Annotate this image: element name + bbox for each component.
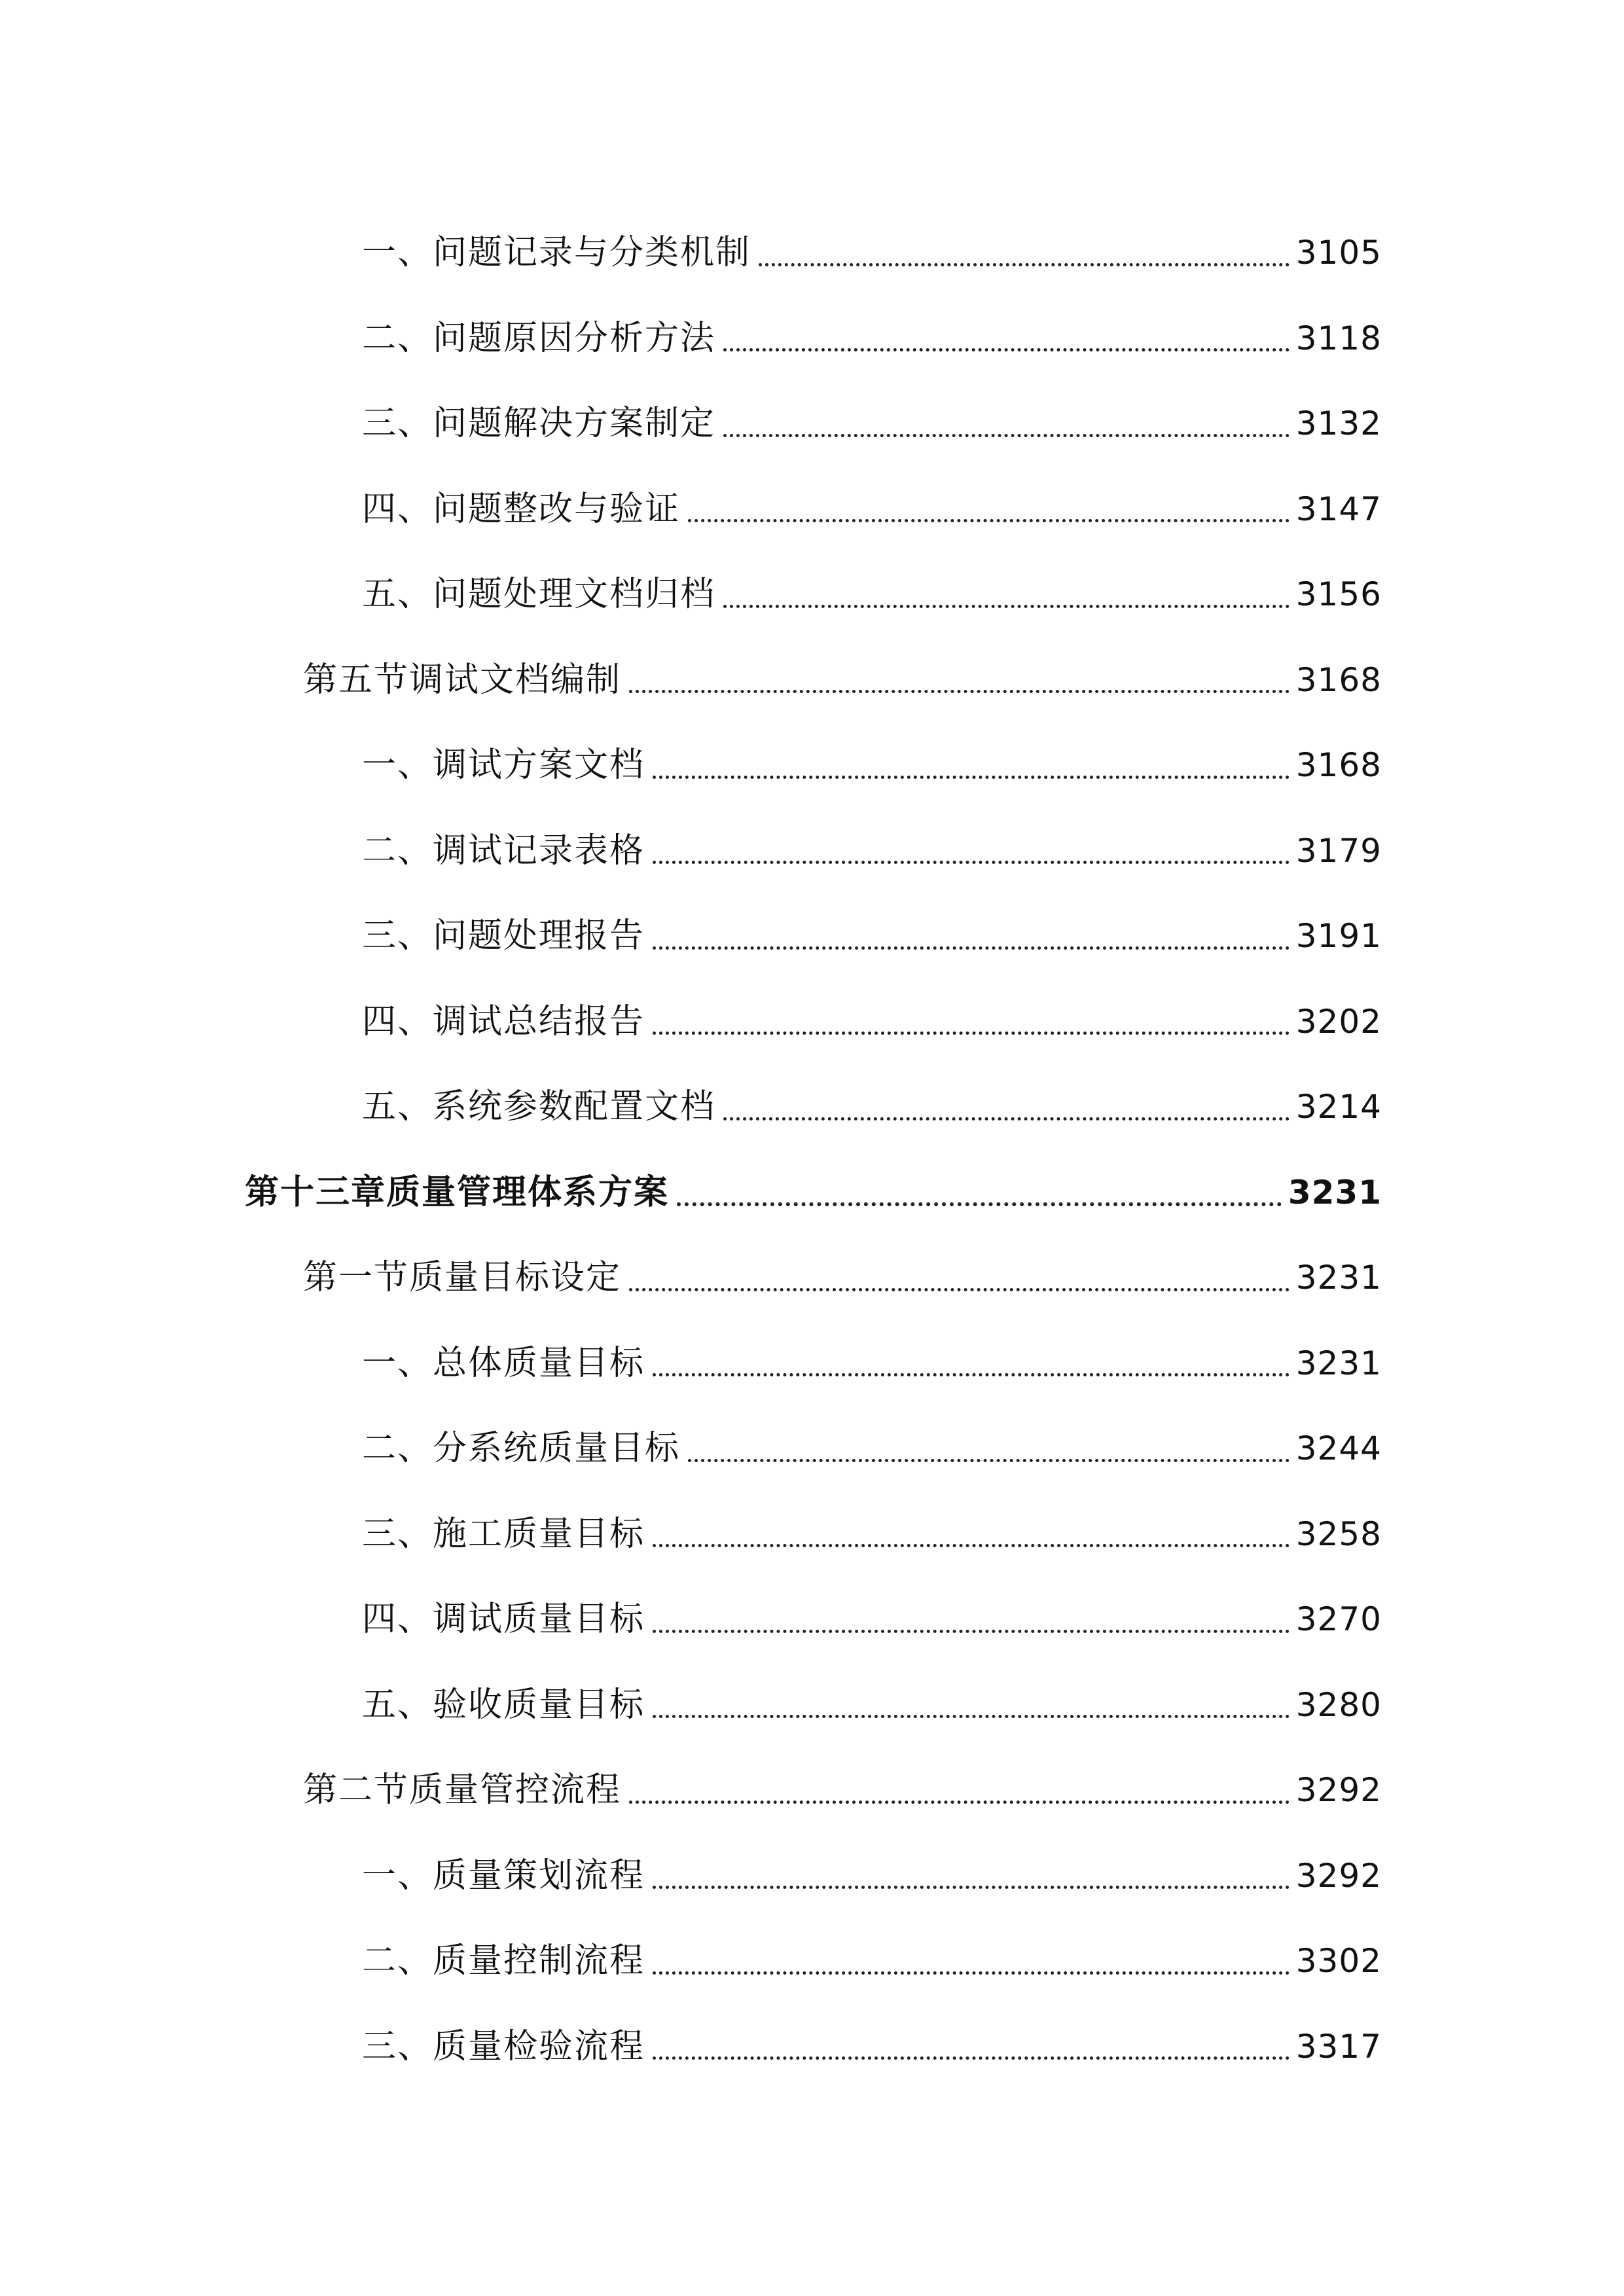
toc-page-number: 3270 bbox=[1295, 1600, 1382, 1639]
toc-dot-leader bbox=[653, 1031, 1290, 1035]
toc-entry-title: 二、问题原因分析方法 bbox=[362, 318, 716, 358]
table-of-contents bbox=[0, 210, 1624, 2089]
toc-dot-leader bbox=[723, 434, 1290, 437]
toc-dot-leader bbox=[653, 946, 1290, 950]
toc-entry-title: 一、总体质量目标 bbox=[362, 1343, 645, 1383]
toc-page-number: 3118 bbox=[1295, 319, 1382, 357]
toc-entry-title: 第二节质量管控流程 bbox=[303, 1770, 622, 1810]
toc-page-number: 3231 bbox=[1295, 1344, 1382, 1382]
toc-page-number: 3202 bbox=[1295, 1002, 1382, 1041]
toc-dot-leader bbox=[723, 605, 1290, 608]
toc-dot-leader bbox=[629, 1288, 1290, 1291]
toc-entry[interactable] bbox=[0, 979, 1624, 1065]
toc-entry[interactable] bbox=[0, 1492, 1624, 1577]
toc-entry[interactable] bbox=[0, 467, 1624, 552]
toc-dot-leader bbox=[723, 348, 1290, 351]
toc-page-number: 3191 bbox=[1295, 917, 1382, 956]
toc-entry-title: 二、调试记录表格 bbox=[362, 831, 645, 870]
toc-entry[interactable] bbox=[0, 893, 1624, 979]
toc-entry[interactable] bbox=[0, 381, 1624, 467]
toc-entry-title: 四、调试质量目标 bbox=[362, 1600, 645, 1640]
toc-dot-leader bbox=[759, 263, 1290, 266]
toc-dot-leader bbox=[677, 1202, 1282, 1206]
toc-page-number: 3244 bbox=[1295, 1429, 1382, 1468]
toc-entry-title: 第一节质量目标设定 bbox=[303, 1258, 622, 1298]
toc-dot-leader bbox=[629, 1801, 1290, 1804]
toc-entry-title: 一、调试方案文档 bbox=[362, 745, 645, 785]
toc-entry[interactable] bbox=[0, 210, 1624, 296]
toc-entry[interactable] bbox=[0, 723, 1624, 808]
toc-page-number: 3168 bbox=[1295, 660, 1382, 699]
toc-page-number: 3179 bbox=[1295, 831, 1382, 870]
toc-entry-title: 四、调试总结报告 bbox=[362, 1001, 645, 1041]
toc-dot-leader bbox=[653, 1971, 1290, 1975]
toc-dot-leader bbox=[653, 861, 1290, 864]
toc-dot-leader bbox=[653, 776, 1290, 779]
toc-dot-leader bbox=[653, 1715, 1290, 1718]
toc-page-number: 3302 bbox=[1295, 1942, 1382, 1981]
toc-entry-title: 五、验收质量目标 bbox=[362, 1685, 645, 1725]
toc-entry-title: 五、系统参数配置文档 bbox=[362, 1087, 716, 1127]
toc-page-number: 3258 bbox=[1295, 1515, 1382, 1553]
toc-entry-title: 第十三章质量管理体系方案 bbox=[245, 1172, 670, 1212]
toc-page-number: 3147 bbox=[1295, 490, 1382, 528]
toc-entry[interactable] bbox=[0, 1577, 1624, 1662]
toc-page-number: 3280 bbox=[1295, 1685, 1382, 1724]
toc-entry[interactable] bbox=[0, 1406, 1624, 1492]
toc-dot-leader bbox=[653, 1373, 1290, 1376]
toc-page-number: 3168 bbox=[1295, 746, 1382, 785]
toc-dot-leader bbox=[653, 1544, 1290, 1547]
toc-page-number: 3292 bbox=[1295, 1771, 1382, 1810]
toc-entry[interactable] bbox=[0, 2004, 1624, 2090]
toc-entry[interactable] bbox=[0, 1150, 1624, 1236]
toc-entry-title: 三、质量检验流程 bbox=[362, 2026, 645, 2066]
toc-entry-title: 三、施工质量目标 bbox=[362, 1514, 645, 1554]
toc-entry-title: 一、质量策划流程 bbox=[362, 1856, 645, 1895]
toc-entry[interactable] bbox=[0, 808, 1624, 894]
toc-entry[interactable] bbox=[0, 1918, 1624, 2004]
toc-entry-title: 五、问题处理文档归档 bbox=[362, 575, 716, 615]
toc-entry-title: 三、问题解决方案制定 bbox=[362, 404, 716, 444]
toc-page-number: 3105 bbox=[1295, 234, 1382, 272]
toc-dot-leader bbox=[653, 2056, 1290, 2060]
toc-entry[interactable] bbox=[0, 1064, 1624, 1150]
toc-page-number: 3132 bbox=[1295, 404, 1382, 443]
toc-entry-title: 三、问题处理报告 bbox=[362, 916, 645, 956]
toc-dot-leader bbox=[653, 1886, 1290, 1889]
toc-entry[interactable] bbox=[0, 296, 1624, 382]
toc-entry-title: 四、问题整改与验证 bbox=[362, 489, 681, 529]
toc-entry[interactable] bbox=[0, 637, 1624, 723]
toc-page-number: 3156 bbox=[1295, 575, 1382, 614]
toc-dot-leader bbox=[688, 519, 1290, 522]
toc-entry-title: 二、分系统质量目标 bbox=[362, 1429, 681, 1469]
toc-page-number: 3292 bbox=[1295, 1856, 1382, 1895]
toc-entry[interactable] bbox=[0, 1321, 1624, 1407]
toc-entry[interactable] bbox=[0, 1748, 1624, 1833]
toc-page-number: 3231 bbox=[1295, 1259, 1382, 1297]
toc-entry[interactable] bbox=[0, 552, 1624, 637]
toc-dot-leader bbox=[723, 1117, 1290, 1121]
toc-page-number: 3231 bbox=[1288, 1173, 1382, 1211]
toc-dot-leader bbox=[629, 690, 1290, 693]
toc-dot-leader bbox=[653, 1630, 1290, 1633]
toc-entry[interactable] bbox=[0, 1833, 1624, 1919]
toc-page-number: 3317 bbox=[1295, 2027, 1382, 2066]
toc-entry-title: 一、问题记录与分类机制 bbox=[362, 233, 751, 273]
toc-entry[interactable] bbox=[0, 1662, 1624, 1748]
toc-dot-leader bbox=[688, 1459, 1290, 1462]
toc-page-number: 3214 bbox=[1295, 1088, 1382, 1126]
toc-entry-title: 二、质量控制流程 bbox=[362, 1941, 645, 1981]
toc-entry[interactable] bbox=[0, 1235, 1624, 1321]
toc-entry-title: 第五节调试文档编制 bbox=[303, 660, 622, 700]
